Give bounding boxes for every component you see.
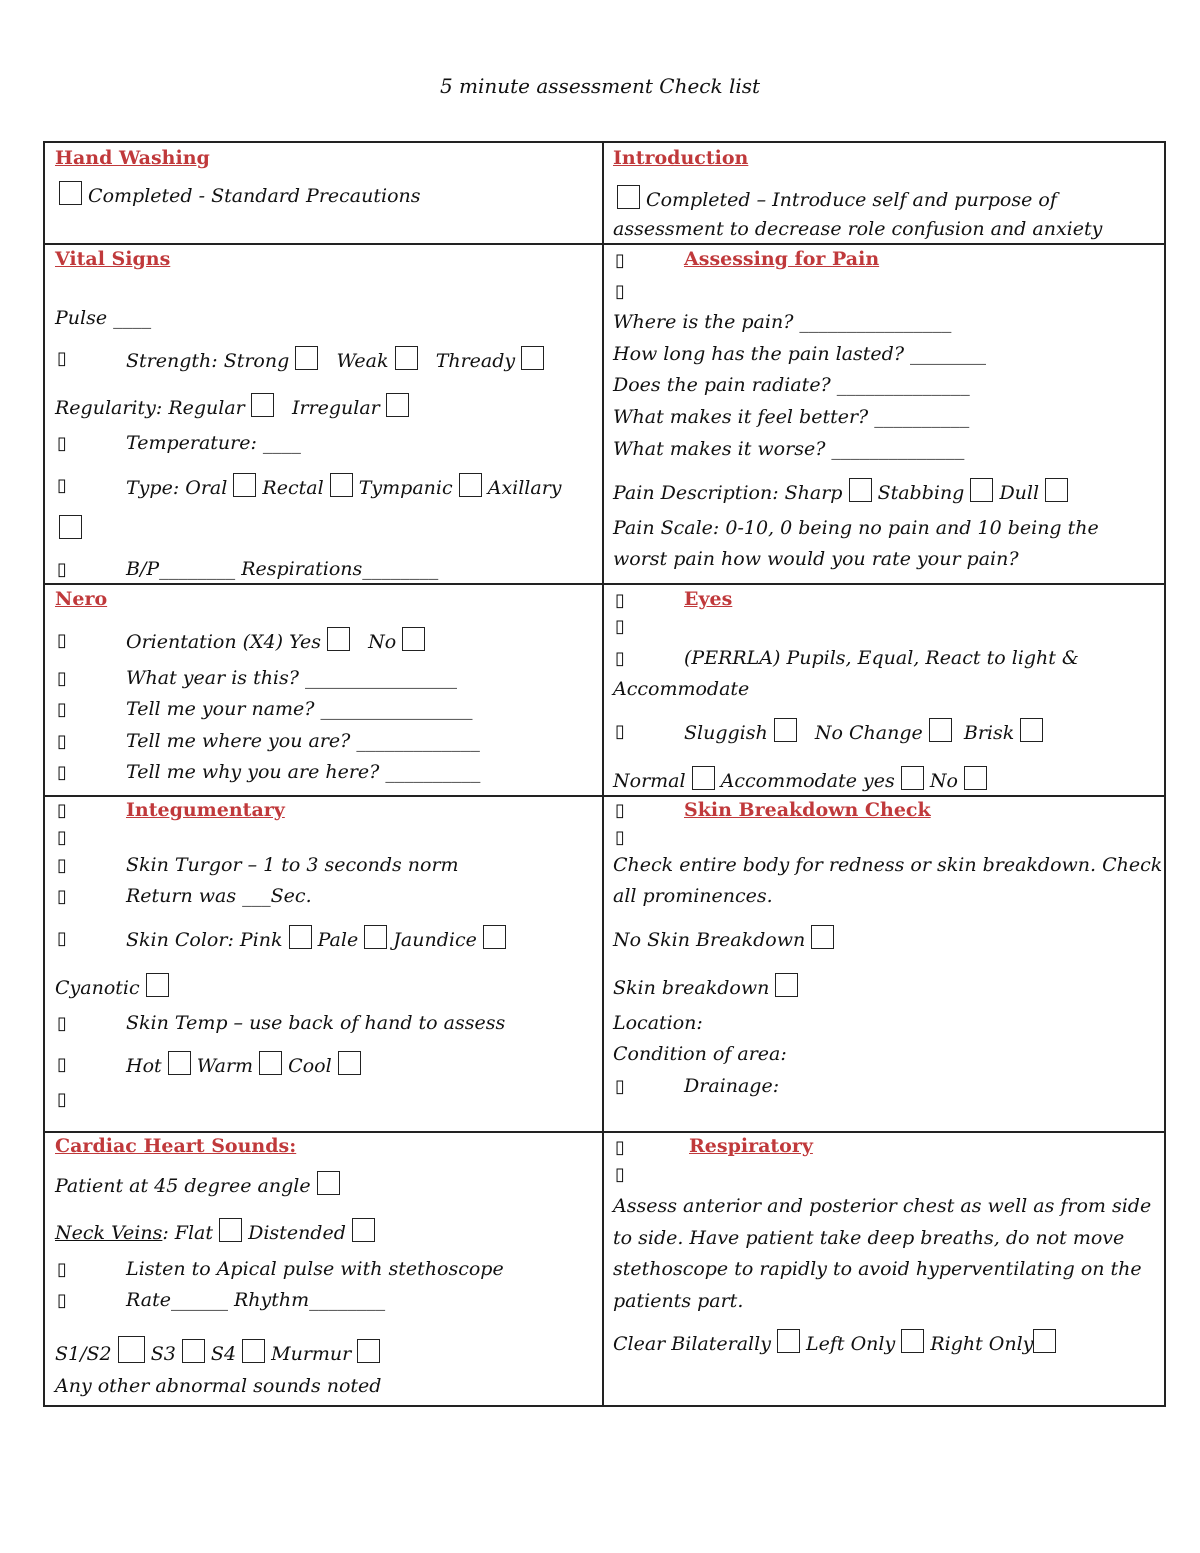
respiratory-line4: patients part. (613, 1290, 744, 1312)
no-skin-breakdown-row: No Skin Breakdown (613, 925, 834, 952)
abnormal-sounds: Any other abnormal sounds noted (55, 1375, 382, 1397)
pain-where: Where is the pain? ________________ (613, 311, 952, 333)
accommodate-yes-checkbox[interactable] (901, 766, 924, 790)
regularity-row: Regularity: Regular Irregular (55, 393, 409, 420)
pale-checkbox[interactable] (364, 925, 387, 949)
bullet-icon: ▯ (57, 630, 67, 651)
hand-washing-checkbox[interactable] (59, 181, 82, 205)
orientation-no-checkbox[interactable] (402, 627, 425, 651)
bullet-icon: ▯ (615, 648, 625, 669)
bullet-icon: ▯ (57, 886, 67, 907)
breath-sounds-row: Clear Bilaterally Left Only Right Only (613, 1329, 1056, 1356)
flat-checkbox[interactable] (219, 1218, 242, 1242)
s1s2-checkbox[interactable] (118, 1336, 145, 1363)
skin-check-line2: all prominences. (613, 885, 773, 907)
axillary-checkbox[interactable] (59, 515, 82, 539)
bullet-icon: ▯ (57, 827, 67, 848)
bullet-icon: ▯ (57, 855, 67, 876)
sharp-checkbox[interactable] (849, 478, 872, 502)
hand-washing-heading: Hand Washing (55, 147, 210, 169)
bullet-icon: ▯ (57, 699, 67, 720)
murmur-checkbox[interactable] (357, 1339, 380, 1363)
bullet-icon: ▯ (615, 250, 625, 271)
warm-checkbox[interactable] (259, 1051, 282, 1075)
apical-pulse: Listen to Apical pulse with stethoscope (126, 1258, 504, 1280)
hand-washing-row: Completed - Standard Precautions (59, 181, 421, 208)
angle-checkbox[interactable] (317, 1171, 340, 1195)
bullet-icon: ▯ (615, 800, 625, 821)
normal-checkbox[interactable] (692, 766, 715, 790)
cyanotic-row: Cyanotic (55, 973, 169, 1000)
nero-heading: Nero (55, 588, 108, 610)
pain-description-row: Pain Description: Sharp Stabbing Dull (613, 478, 1068, 505)
brisk-checkbox[interactable] (1020, 718, 1043, 742)
return-sec: Return was ___Sec. (126, 885, 312, 907)
eyes-heading: Eyes (684, 588, 733, 610)
bullet-icon: ▯ (57, 762, 67, 783)
bullet-icon: ▯ (615, 281, 625, 302)
tympanic-checkbox[interactable] (459, 473, 482, 497)
skin-temp: Skin Temp – use back of hand to assess (126, 1012, 506, 1034)
left-only-checkbox[interactable] (901, 1329, 924, 1353)
page-title: 5 minute assessment Check list (439, 74, 761, 98)
pink-checkbox[interactable] (289, 925, 312, 949)
neck-veins-row: Neck Veins: Flat Distended (55, 1218, 375, 1245)
skin-location: Location: (613, 1012, 703, 1034)
introduction-checkbox[interactable] (617, 185, 640, 209)
s4-checkbox[interactable] (242, 1339, 265, 1363)
introduction-line2: assessment to decrease role confusion and anxiety (613, 218, 1103, 240)
accommodation-row: Normal Accommodate yes No (613, 766, 987, 793)
jaundice-checkbox[interactable] (483, 925, 506, 949)
no-breakdown-checkbox[interactable] (811, 925, 834, 949)
bullet-icon: ▯ (615, 1137, 625, 1158)
weak-checkbox[interactable] (395, 346, 418, 370)
cyanotic-checkbox[interactable] (146, 973, 169, 997)
pulse-label: Pulse ____ (55, 307, 152, 329)
perrla-line1: (PERRLA) Pupils, Equal, React to light & (684, 647, 1079, 669)
clear-bilaterally-checkbox[interactable] (777, 1329, 800, 1353)
bp-row: B/P________ Respirations________ (126, 558, 439, 580)
bullet-icon: ▯ (57, 928, 67, 949)
respiratory-heading: Respiratory (689, 1135, 813, 1157)
hot-checkbox[interactable] (168, 1051, 191, 1075)
stabbing-checkbox[interactable] (970, 478, 993, 502)
nero-name: Tell me your name? ________________ (126, 698, 473, 720)
axillary-row (59, 515, 82, 542)
pain-heading: Assessing for Pain (684, 248, 880, 270)
bullet-icon: ▯ (615, 616, 625, 637)
bullet-icon: ▯ (615, 721, 625, 742)
skin-temp-row: Hot Warm Cool (126, 1051, 361, 1078)
row-divider (45, 1131, 1164, 1133)
bullet-icon: ▯ (57, 1290, 67, 1311)
bullet-icon: ▯ (615, 1164, 625, 1185)
bullet-icon: ▯ (57, 433, 67, 454)
nero-year: What year is this? ________________ (126, 667, 457, 689)
orientation-row: Orientation (X4) Yes No (126, 627, 425, 654)
skin-check-line1: Check entire body for redness or skin breakdown. Check (613, 854, 1163, 876)
strong-checkbox[interactable] (295, 346, 318, 370)
regular-checkbox[interactable] (251, 393, 274, 417)
pain-radiate: Does the pain radiate? ______________ (613, 374, 970, 396)
pain-scale-line1: Pain Scale: 0-10, 0 being no pain and 10 being the (613, 517, 1099, 539)
angle-row: Patient at 45 degree angle (55, 1171, 340, 1198)
pain-better: What makes it feel better? __________ (613, 406, 970, 428)
strength-row: Strength: Strong Weak Thready (126, 346, 544, 373)
temp-type-row: Type: Oral Rectal Tympanic Axillary (126, 473, 562, 500)
breakdown-checkbox[interactable] (775, 973, 798, 997)
bullet-icon: ▯ (57, 559, 67, 580)
rectal-checkbox[interactable] (330, 473, 353, 497)
bullet-icon: ▯ (57, 348, 67, 369)
respiratory-line1: Assess anterior and posterior chest as well as from side (613, 1195, 1152, 1217)
sluggish-checkbox[interactable] (774, 718, 797, 742)
cool-checkbox[interactable] (338, 1051, 361, 1075)
skin-breakdown-row: Skin breakdown (613, 973, 798, 1000)
skin-turgor: Skin Turgor – 1 to 3 seconds norm (126, 854, 459, 876)
vital-signs-heading: Vital Signs (55, 248, 171, 270)
distended-checkbox[interactable] (352, 1218, 375, 1242)
irregular-checkbox[interactable] (386, 393, 409, 417)
skin-breakdown-heading: Skin Breakdown Check (684, 799, 931, 821)
bullet-icon: ▯ (615, 1076, 625, 1097)
skin-drainage: Drainage: (684, 1075, 780, 1097)
row-divider (45, 583, 1164, 585)
row-divider (45, 795, 1164, 797)
orientation-yes-checkbox[interactable] (327, 627, 350, 651)
pain-worse: What makes it worse? ______________ (613, 438, 965, 460)
nero-why: Tell me why you are here? __________ (126, 761, 481, 783)
bullet-icon: ▯ (615, 827, 625, 848)
oral-checkbox[interactable] (233, 473, 256, 497)
thready-checkbox[interactable] (521, 346, 544, 370)
bullet-icon: ▯ (57, 1054, 67, 1075)
bullet-icon: ▯ (57, 668, 67, 689)
bullet-icon: ▯ (57, 475, 67, 496)
cardiac-heading: Cardiac Heart Sounds: (55, 1135, 297, 1157)
perrla-line2: Accommodate (613, 678, 750, 700)
rate-rhythm-row: Rate______ Rhythm________ (126, 1289, 386, 1311)
pain-how-long: How long has the pain lasted? ________ (613, 343, 987, 365)
bullet-icon: ▯ (57, 731, 67, 752)
bullet-icon: ▯ (615, 590, 625, 611)
skin-condition: Condition of area: (613, 1043, 787, 1065)
right-only-checkbox[interactable] (1033, 1329, 1056, 1353)
heart-sounds-row: S1/S2 S3 S4 Murmur (55, 1336, 380, 1366)
introduction-heading: Introduction (613, 147, 749, 169)
no-change-checkbox[interactable] (929, 718, 952, 742)
temperature-label: Temperature: ____ (126, 432, 301, 454)
bullet-icon: ▯ (57, 1089, 67, 1110)
respiratory-line3: stethoscope to rapidly to avoid hyperventilating on the (613, 1258, 1142, 1280)
bullet-icon: ▯ (57, 1013, 67, 1034)
dull-checkbox[interactable] (1045, 478, 1068, 502)
row-divider (45, 243, 1164, 245)
pain-scale-line2: worst pain how would you rate your pain? (613, 548, 1019, 570)
pupil-response-row: Sluggish No Change Brisk (684, 718, 1043, 745)
respiratory-line2: to side. Have patient take deep breaths, do not move (613, 1227, 1125, 1249)
skin-color-row: Skin Color: Pink Pale Jaundice (126, 925, 506, 952)
bullet-icon: ▯ (57, 800, 67, 821)
accommodate-no-checkbox[interactable] (964, 766, 987, 790)
nero-where: Tell me where you are? _____________ (126, 730, 480, 752)
integumentary-heading: Integumentary (126, 799, 285, 821)
column-divider (602, 143, 604, 1405)
bullet-icon: ▯ (57, 1259, 67, 1280)
introduction-row: Completed – Introduce self and purpose of (617, 185, 1057, 212)
checklist-table (43, 141, 1166, 1407)
s3-checkbox[interactable] (182, 1339, 205, 1363)
